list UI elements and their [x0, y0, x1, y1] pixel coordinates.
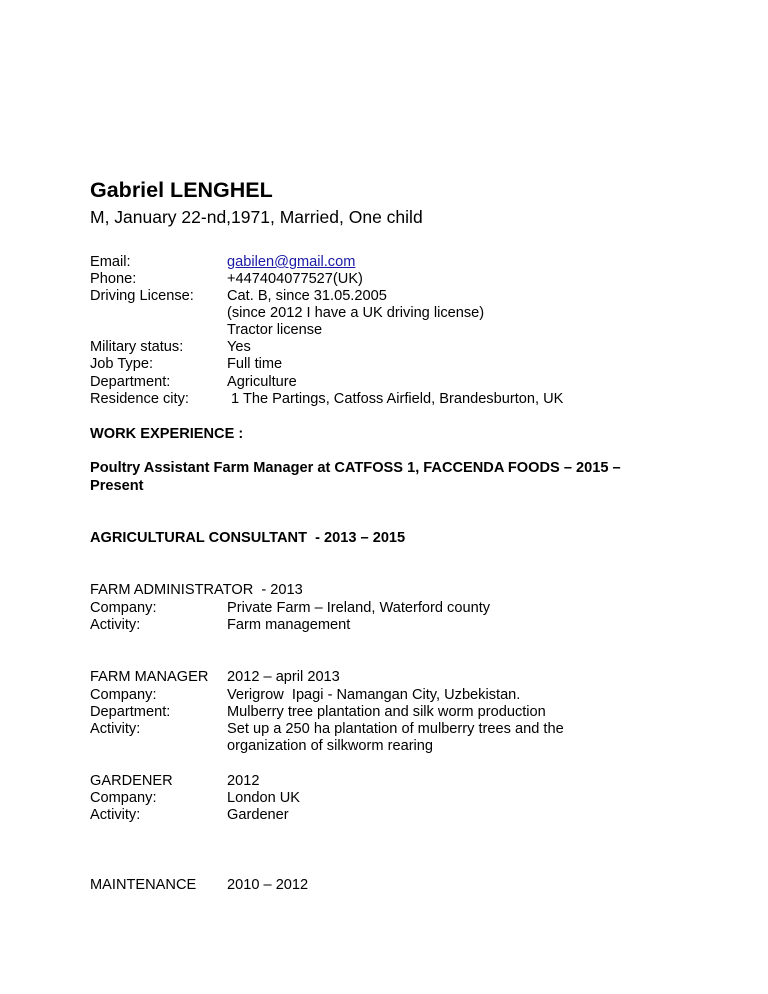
candidate-name: Gabriel LENGHEL: [90, 178, 273, 202]
phone-value: +447404077527(UK): [227, 271, 363, 287]
activity-value: Set up a 250 ha plantation of mulberry trees and the: [227, 721, 564, 737]
activity-value: Gardener: [227, 807, 289, 823]
consultant-job: AGRICULTURAL CONSULTANT - 2013 – 2015: [90, 530, 406, 546]
activity-value-cont: organization of silkworm rearing: [227, 738, 434, 754]
jobtype-label: Job Type:: [90, 356, 154, 372]
residence-label: Residence city:: [90, 391, 189, 407]
company-label: Company:: [90, 687, 157, 703]
gardener-period: 2012: [227, 773, 260, 789]
activity-label: Activity:: [90, 617, 141, 633]
gardener-title: GARDENER: [90, 773, 173, 789]
email-label: Email:: [90, 254, 131, 270]
maintenance-title: MAINTENANCE: [90, 877, 197, 893]
tractor-license: Tractor license: [227, 322, 323, 338]
company-value: Private Farm – Ireland, Waterford county: [227, 600, 491, 616]
department-value: Mulberry tree plantation and silk worm production: [227, 704, 546, 720]
department-label: Department:: [90, 704, 171, 720]
farm-admin-title: FARM ADMINISTRATOR - 2013: [90, 582, 303, 598]
phone-label: Phone:: [90, 271, 137, 287]
jobtype-value: Full time: [227, 356, 283, 372]
email-link[interactable]: gabilen@gmail.com: [227, 254, 356, 270]
company-value: Verigrow Ipagi - Namangan City, Uzbekistan.: [227, 687, 521, 703]
company-label: Company:: [90, 600, 157, 616]
driving-label: Driving License:: [90, 288, 194, 304]
maintenance-period: 2010 – 2012: [227, 877, 309, 893]
work-experience-heading: WORK EXPERIENCE :: [90, 426, 244, 442]
poultry-job-line1: Poultry Assistant Farm Manager at CATFOSS 1, FACCENDA FOODS – 2015 –: [90, 460, 621, 476]
farm-manager-title: FARM MANAGER: [90, 669, 209, 685]
personal-summary: M, January 22-nd,1971, Married, One child: [90, 207, 423, 227]
military-label: Military status:: [90, 339, 184, 355]
company-label: Company:: [90, 790, 157, 806]
company-value: London UK: [227, 790, 301, 806]
driving-value: Cat. B, since 31.05.2005: [227, 288, 387, 304]
department-label: Department:: [90, 374, 171, 390]
driving-note: (since 2012 I have a UK driving license): [227, 305, 485, 321]
military-value: Yes: [227, 339, 251, 355]
department-value: Agriculture: [227, 374, 297, 390]
activity-label: Activity:: [90, 807, 141, 823]
residence-value: 1 The Partings, Catfoss Airfield, Brandesburton, UK: [227, 391, 564, 407]
farm-manager-period: 2012 – april 2013: [227, 669, 340, 685]
poultry-job-line2: Present: [90, 478, 144, 494]
activity-value: Farm management: [227, 617, 351, 633]
activity-label: Activity:: [90, 721, 141, 737]
